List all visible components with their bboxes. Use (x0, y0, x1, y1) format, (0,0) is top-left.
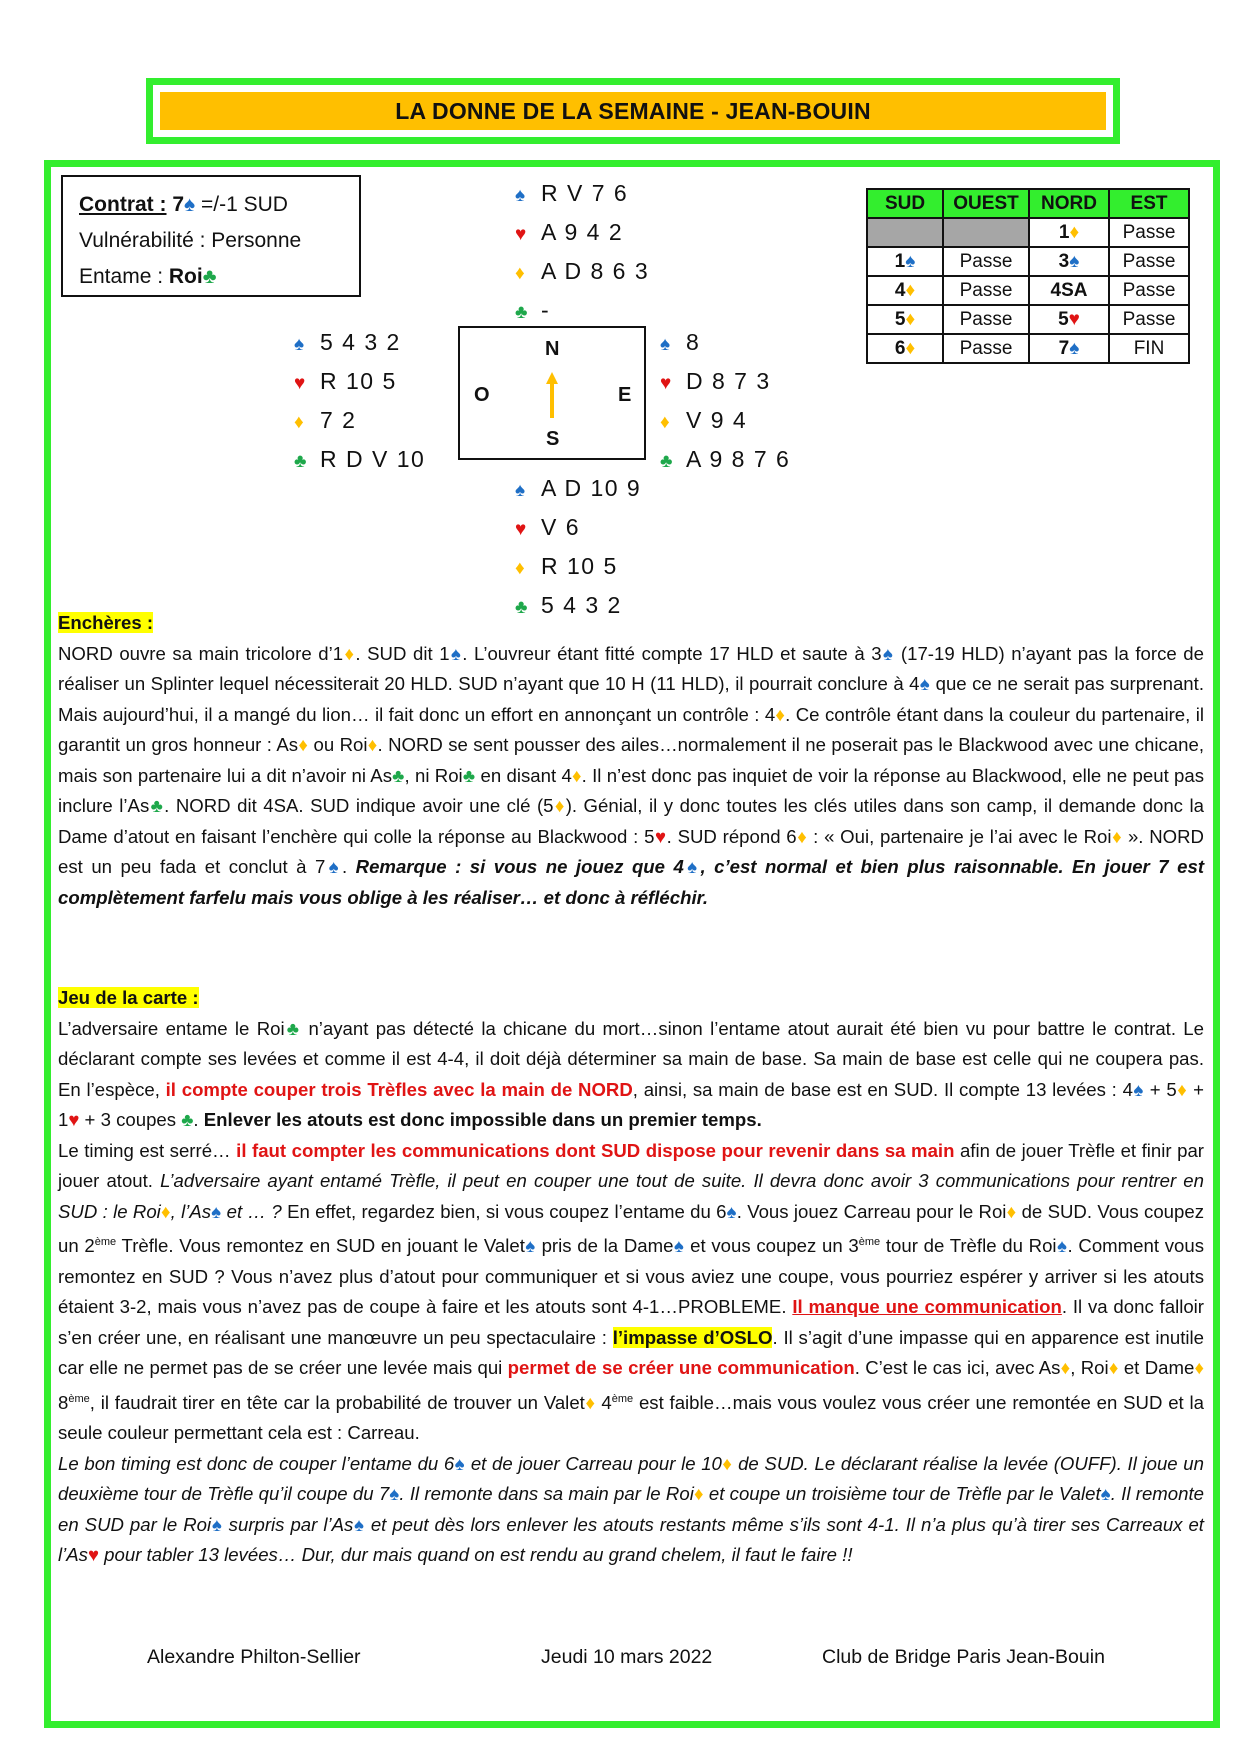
bidding-header-row (867, 189, 1189, 218)
vulnerability-line: Vulnérabilité : Personne (79, 229, 302, 252)
lead-line: Entame : Roi♣ (79, 265, 217, 288)
suit-icon: ♠ (905, 250, 916, 272)
bid-cell: Passe (943, 334, 1029, 363)
bid-cell: 5♦ (867, 305, 943, 334)
footer-author: Alexandre Philton-Sellier (147, 1646, 361, 1668)
contract-box (61, 175, 361, 297)
bidding-table (866, 188, 1190, 364)
header-ouest: OUEST (943, 189, 1029, 218)
heart-icon: ♥ (515, 519, 527, 540)
suit-icon: ♦ (905, 279, 916, 301)
contract-line: Contrat : 7♠ =/-1 SUD (79, 193, 288, 216)
heart-icon: ♥ (294, 373, 306, 394)
compass-north: N (545, 338, 560, 360)
encheres-paragraph: NORD ouvre sa main tricolore d’1♦. SUD dit 1♠. L’ouvreur étant fitté compte 17 HLD et saute à 3♠ (17-19 HLD) n’ayant pas la force de réaliser un Splinter lequel nécessiterait 20 HLD. SUD n’ayant que 10 H (11 HLD), il pourrait conclure à 4♠ que ce ne serait pas surprenant. Mais aujourd’hui, il a mangé du lion… il fait donc un effort en annonçant un contrôle : 4♦. Ce contrôle étant dans la couleur du partenaire, il garantit un gros honneur : As♦ ou Roi♦. NORD se sent pousser des ailes…normalement il ne poserait pas le Blackwood avec une chicane, mais son partenaire lui a dit n’avoir ni As♣, ni Roi♣ en disant 4♦. Il n’est donc pas inquiet de voir la réponse au Blackwood, elle ne peut pas inclure l’As♣. NORD dit 4SA. SUD indique avoir une clé (5♦). Génial, il y donc toutes les clés utiles dans son camp, il demande donc la Dame d’atout en faisant l’enchère qui colle la réponse au Blackwood : 5♥. SUD répond 6♦ : « Oui, partenaire je l’ai avec le Roi♦ ». NORD est un peu fada et conclut à 7♠. Remarque : si vous ne jouez que 4♠, c’est normal et bien plus raisonnable. En jouer 7 est complètement farfelu mais vous oblige à les réaliser… et donc à réfléchir. (58, 642, 1205, 908)
east-hand: ♠ 8 ♥ D 8 7 3 ♦ V 9 4 ♣ A 9 8 7 6 (660, 324, 790, 480)
bid-cell: 5♥ (1029, 305, 1109, 334)
header-sud: SUD (867, 189, 943, 218)
west-hand: ♠ 5 4 3 2 ♥ R 10 5 ♦ 7 2 ♣ R D V 10 (294, 324, 425, 480)
header-nord: NORD (1029, 189, 1109, 218)
club-icon: ♣ (294, 451, 307, 472)
bid-cell: 7♠ (1029, 334, 1109, 363)
spade-icon: ♠ (515, 185, 526, 206)
spade-icon: ♠ (184, 193, 196, 216)
suit-icon: ♥ (1068, 308, 1080, 330)
club-icon: ♣ (515, 597, 528, 618)
suit-icon: ♠ (1069, 337, 1080, 359)
jeu-section (58, 983, 1204, 1571)
suit-icon: ♦ (1069, 221, 1080, 243)
heart-icon: ♥ (515, 224, 527, 245)
bid-cell: Passe (943, 305, 1029, 334)
bid-cell: Passe (943, 247, 1029, 276)
suit-icon: ♠ (1069, 250, 1080, 272)
spade-icon: ♠ (294, 334, 305, 355)
jeu-paragraph-3: Le bon timing est donc de couper l’entame du 6♠ et de jouer Carreau pour le 10♦ de SUD. Le déclarant réalise la levée (OUFF). Il joue un deuxième tour de Trèfle qu’il coupe du 7♠. Il remonte dans sa main par le Roi♦ et coupe un troisième tour de Trèfle par le Valet♠. Il remonte en SUD par le Roi♠ surpris par l’As♠ et peut dès lors enlever les atouts restants même s’ils sont 4-1. Il n’a plus qu’à tirer ses Carreaux et l’As♥ pour tabler 13 levées… Dur, dur mais quand on est rendu au grand chelem, il faut le faire !! (58, 1452, 1204, 1566)
bid-cell: 6♦ (867, 334, 943, 363)
bidding-row (867, 218, 1189, 247)
spade-icon: ♠ (515, 480, 526, 501)
suit-icon: ♦ (905, 337, 916, 359)
bidding-row (867, 334, 1189, 363)
north-hand: ♠ R V 7 6 ♥ A 9 4 2 ♦ A D 8 6 3 ♣ - (515, 175, 649, 331)
compass-south: S (546, 428, 560, 450)
compass-east: E (618, 384, 632, 406)
bid-cell: Passe (1109, 305, 1189, 334)
arrow-up-icon (546, 372, 558, 418)
bidding-row (867, 305, 1189, 334)
header-est: EST (1109, 189, 1189, 218)
bid-cell: 4SA (1029, 276, 1109, 305)
jeu-paragraph-2: Le timing est serré… il faut compter les communications dont SUD dispose pour revenir dans sa main afin de jouer Trèfle et finir par jouer atout. L’adversaire ayant entamé Trèfle, il peut en couper une tout de suite. Il devra donc avoir 3 communications pour rentrer en SUD : le Roi♦, l’As♠ et … ? En effet, regardez bien, si vous coupez l’entame du 6♠. Vous jouez Carreau pour le Roi♦ de SUD. Vous coupez un 2ème Trèfle. Vous remontez en SUD en jouant le Valet♠ pris de la Dame♠ et vous coupez un 3ème tour de Trèfle du Roi♠. Comment vous remontez en SUD ? Vous n’avez plus d’atout pour communiquer et si vous aviez une coupe, vous pourriez espérer y arriver si les atouts étaient 3-2, mais vous n’avez pas de coupe à faire et les atouts sont 4-1…PROBLEME. Il manque une communication. Il va donc falloir s’en créer une, en réalisant une manœuvre un peu spectaculaire : l’impasse d’OSLO. Il s’agit d’une impasse qui en apparence est inutile car elle ne permet pas de se créer une levée mais qui permet de se créer une communication. C’est le cas ici, avec As♦, Roi♦ et Dame♦ 8ème, il faudrait tirer en tête car la probabilité de trouver un Valet♦ 4ème est faible…mais vous voulez vous créer une remontée en SUD et la seule couleur permettant cela est : Carreau. (58, 1139, 1204, 1444)
bidding-row (867, 247, 1189, 276)
bid-cell (943, 218, 1029, 247)
encheres-section (58, 608, 1204, 913)
page-title: LA DONNE DE LA SEMAINE - JEAN-BOUIN (160, 92, 1106, 130)
diamond-icon: ♦ (294, 412, 304, 433)
bid-cell: FIN (1109, 334, 1189, 363)
bid-cell: 1♠ (867, 247, 943, 276)
bid-cell: 3♠ (1029, 247, 1109, 276)
diamond-icon: ♦ (515, 558, 525, 579)
title-banner (146, 78, 1120, 144)
south-hand: ♠ A D 10 9 ♥ V 6 ♦ R 10 5 ♣ 5 4 3 2 (515, 470, 641, 626)
jeu-paragraph-1: L’adversaire entame le Roi♣ n’ayant pas détecté la chicane du mort…sinon l’entame atout aurait été bien vu pour battre le contrat. Le déclarant compte ses levées et comme il est 4-4, il doit déjà déterminer sa main de base. Sa main de base est celle qui ne coupera pas. En l’espèce, il compte couper trois Trèfles avec la main de NORD, ainsi, sa main de base est en SUD. Il compte 13 levées : 4♠ + 5♦ + 1♥ + 3 coupes ♣. Enlever les atouts est donc impossible dans un premier temps. (58, 1017, 1204, 1130)
suit-icon: ♦ (905, 308, 916, 330)
spade-icon: ♠ (660, 334, 671, 355)
bid-cell (867, 218, 943, 247)
club-icon: ♣ (515, 302, 528, 323)
bidding-row (867, 276, 1189, 305)
bid-cell: Passe (943, 276, 1029, 305)
jeu-title: Jeu de la carte : (58, 987, 199, 1008)
compass-box (458, 326, 646, 460)
club-icon: ♣ (202, 265, 217, 288)
bid-cell: Passe (1109, 218, 1189, 247)
bid-cell: 1♦ (1029, 218, 1109, 247)
compass-west: O (474, 384, 490, 406)
bid-cell: Passe (1109, 247, 1189, 276)
footer-date: Jeudi 10 mars 2022 (541, 1646, 713, 1668)
diamond-icon: ♦ (515, 263, 525, 284)
footer-club: Club de Bridge Paris Jean-Bouin (822, 1646, 1105, 1668)
heart-icon: ♥ (660, 373, 672, 394)
bid-cell: 4♦ (867, 276, 943, 305)
encheres-title: Enchères : (58, 612, 154, 633)
bid-cell: Passe (1109, 276, 1189, 305)
diamond-icon: ♦ (660, 412, 670, 433)
club-icon: ♣ (660, 451, 673, 472)
